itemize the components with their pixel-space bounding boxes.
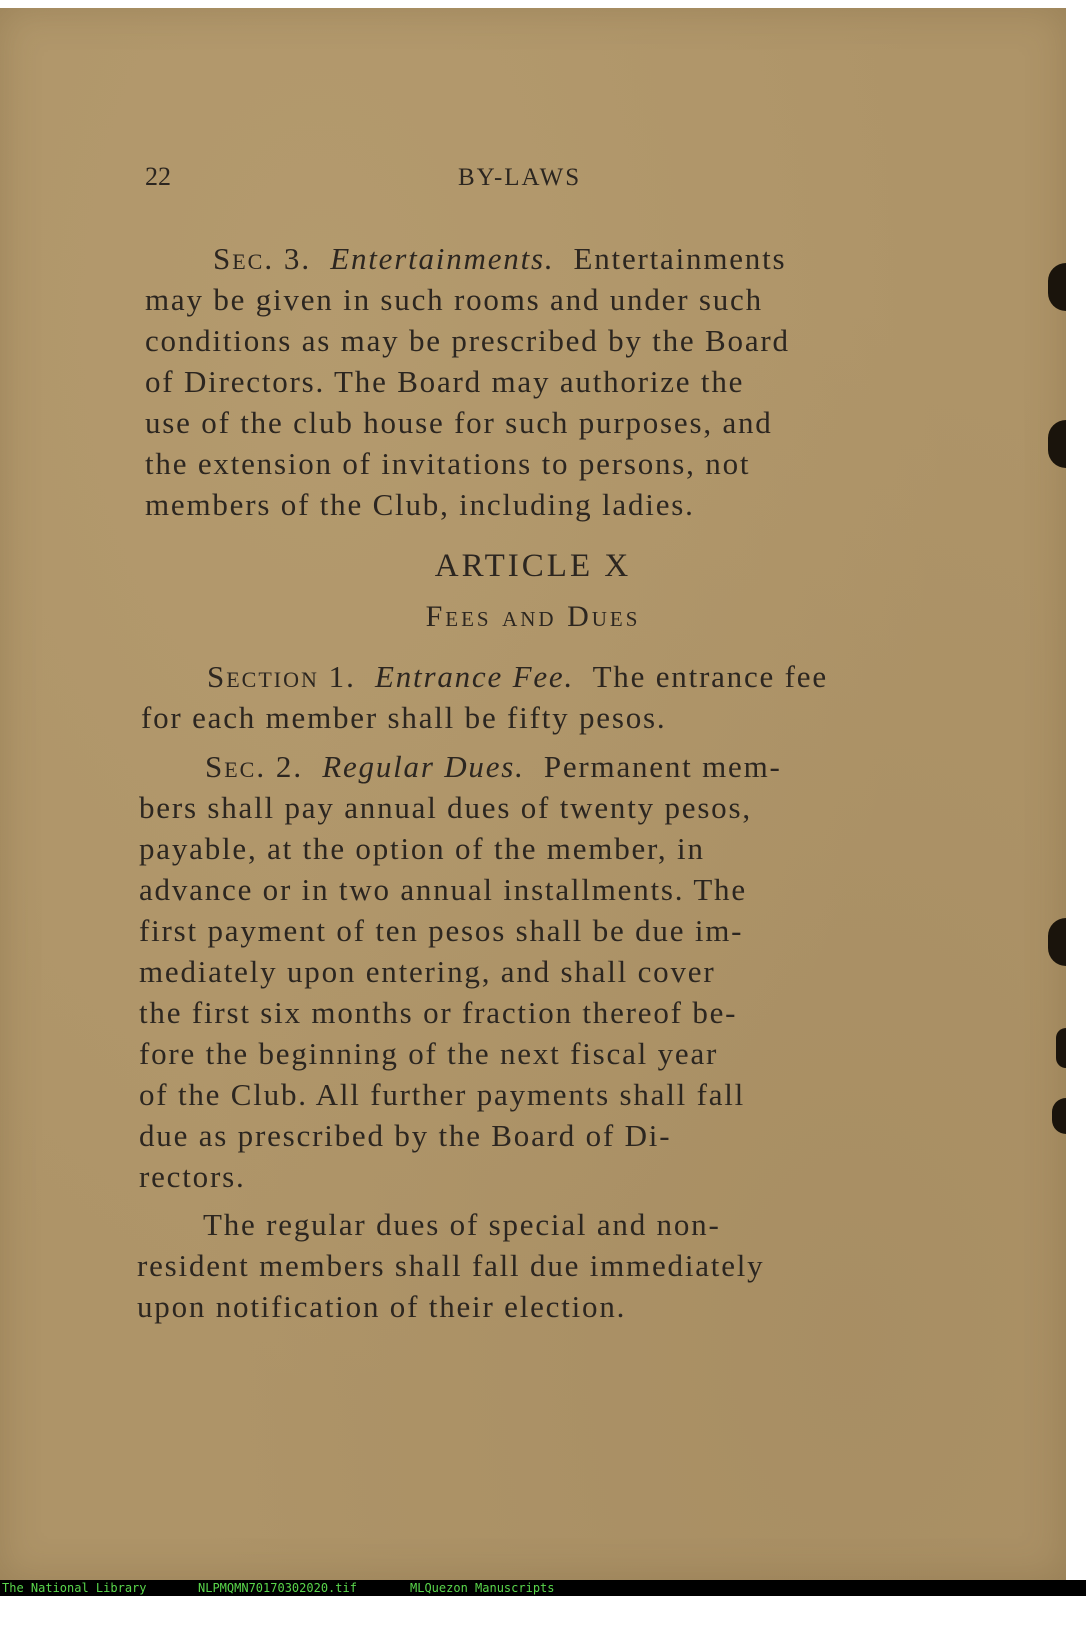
binding-hole: [1056, 1028, 1066, 1068]
text-line: payable, at the option of the member, in: [139, 831, 705, 866]
text-line: use of the club house for such purposes, and: [145, 405, 773, 440]
text-line: may be given in such rooms and under such: [145, 282, 763, 317]
text-line: rectors.: [139, 1159, 246, 1194]
section-title: Entrance Fee.: [375, 659, 575, 694]
text-line: of the Club. All further payments shall fall: [139, 1077, 746, 1112]
footer-collection: MLQuezon Manuscripts: [410, 1581, 555, 1595]
text-line: advance or in two annual installments. The: [139, 872, 747, 907]
text-line: upon notification of their election.: [137, 1289, 627, 1324]
article-subheading: Fees and Dues: [425, 600, 641, 633]
text-line: of Directors. The Board may authorize the: [145, 364, 745, 399]
section-3-entertainments: [145, 238, 941, 525]
section-title: Regular Dues.: [322, 749, 525, 784]
text-line: Entertainments: [573, 241, 787, 276]
page-header: [0, 158, 1066, 198]
section-label: Section 1.: [207, 659, 356, 694]
text-line: conditions as may be prescribed by the Board: [145, 323, 790, 358]
binding-hole: [1048, 263, 1066, 311]
text-line: resident members shall fall due immediately: [137, 1248, 765, 1283]
footer-filename: NLPMQMN70170302020.tif: [198, 1581, 357, 1595]
text-line: The regular dues of special and non-: [203, 1207, 721, 1242]
text-line: members of the Club, including ladies.: [145, 487, 695, 522]
binding-hole: [1048, 918, 1066, 966]
section-label: Sec. 2.: [205, 749, 304, 784]
binding-hole: [1052, 1098, 1066, 1134]
text-line: for each member shall be fifty pesos.: [141, 700, 667, 735]
text-line: mediately upon entering, and shall cover: [139, 954, 716, 989]
running-head: BY-LAWS: [458, 164, 582, 191]
section-label: Sec. 3.: [213, 241, 312, 276]
special-members-dues: [137, 1204, 934, 1327]
section-title: Entertainments.: [330, 241, 555, 276]
page-number: 22: [145, 162, 171, 191]
text-line: the first six months or fraction thereof be-: [139, 995, 738, 1030]
section-1-entrance-fee: [141, 656, 939, 738]
text-line: The entrance fee: [592, 659, 828, 694]
text-line: the extension of invitations to persons, not: [145, 446, 751, 481]
scan-footer: [0, 1580, 1086, 1596]
text-line: fore the beginning of the next fiscal year: [139, 1036, 719, 1071]
text-line: due as prescribed by the Board of Di-: [139, 1118, 672, 1153]
article-heading: ARTICLE X: [434, 548, 632, 584]
footer-library: The National Library: [2, 1581, 147, 1595]
text-line: bers shall pay annual dues of twenty pesos,: [139, 790, 752, 825]
text-line: first payment of ten pesos shall be due im-: [139, 913, 744, 948]
binding-hole: [1048, 420, 1066, 468]
text-line: Permanent mem-: [543, 749, 782, 784]
section-2-regular-dues: [139, 746, 936, 1197]
